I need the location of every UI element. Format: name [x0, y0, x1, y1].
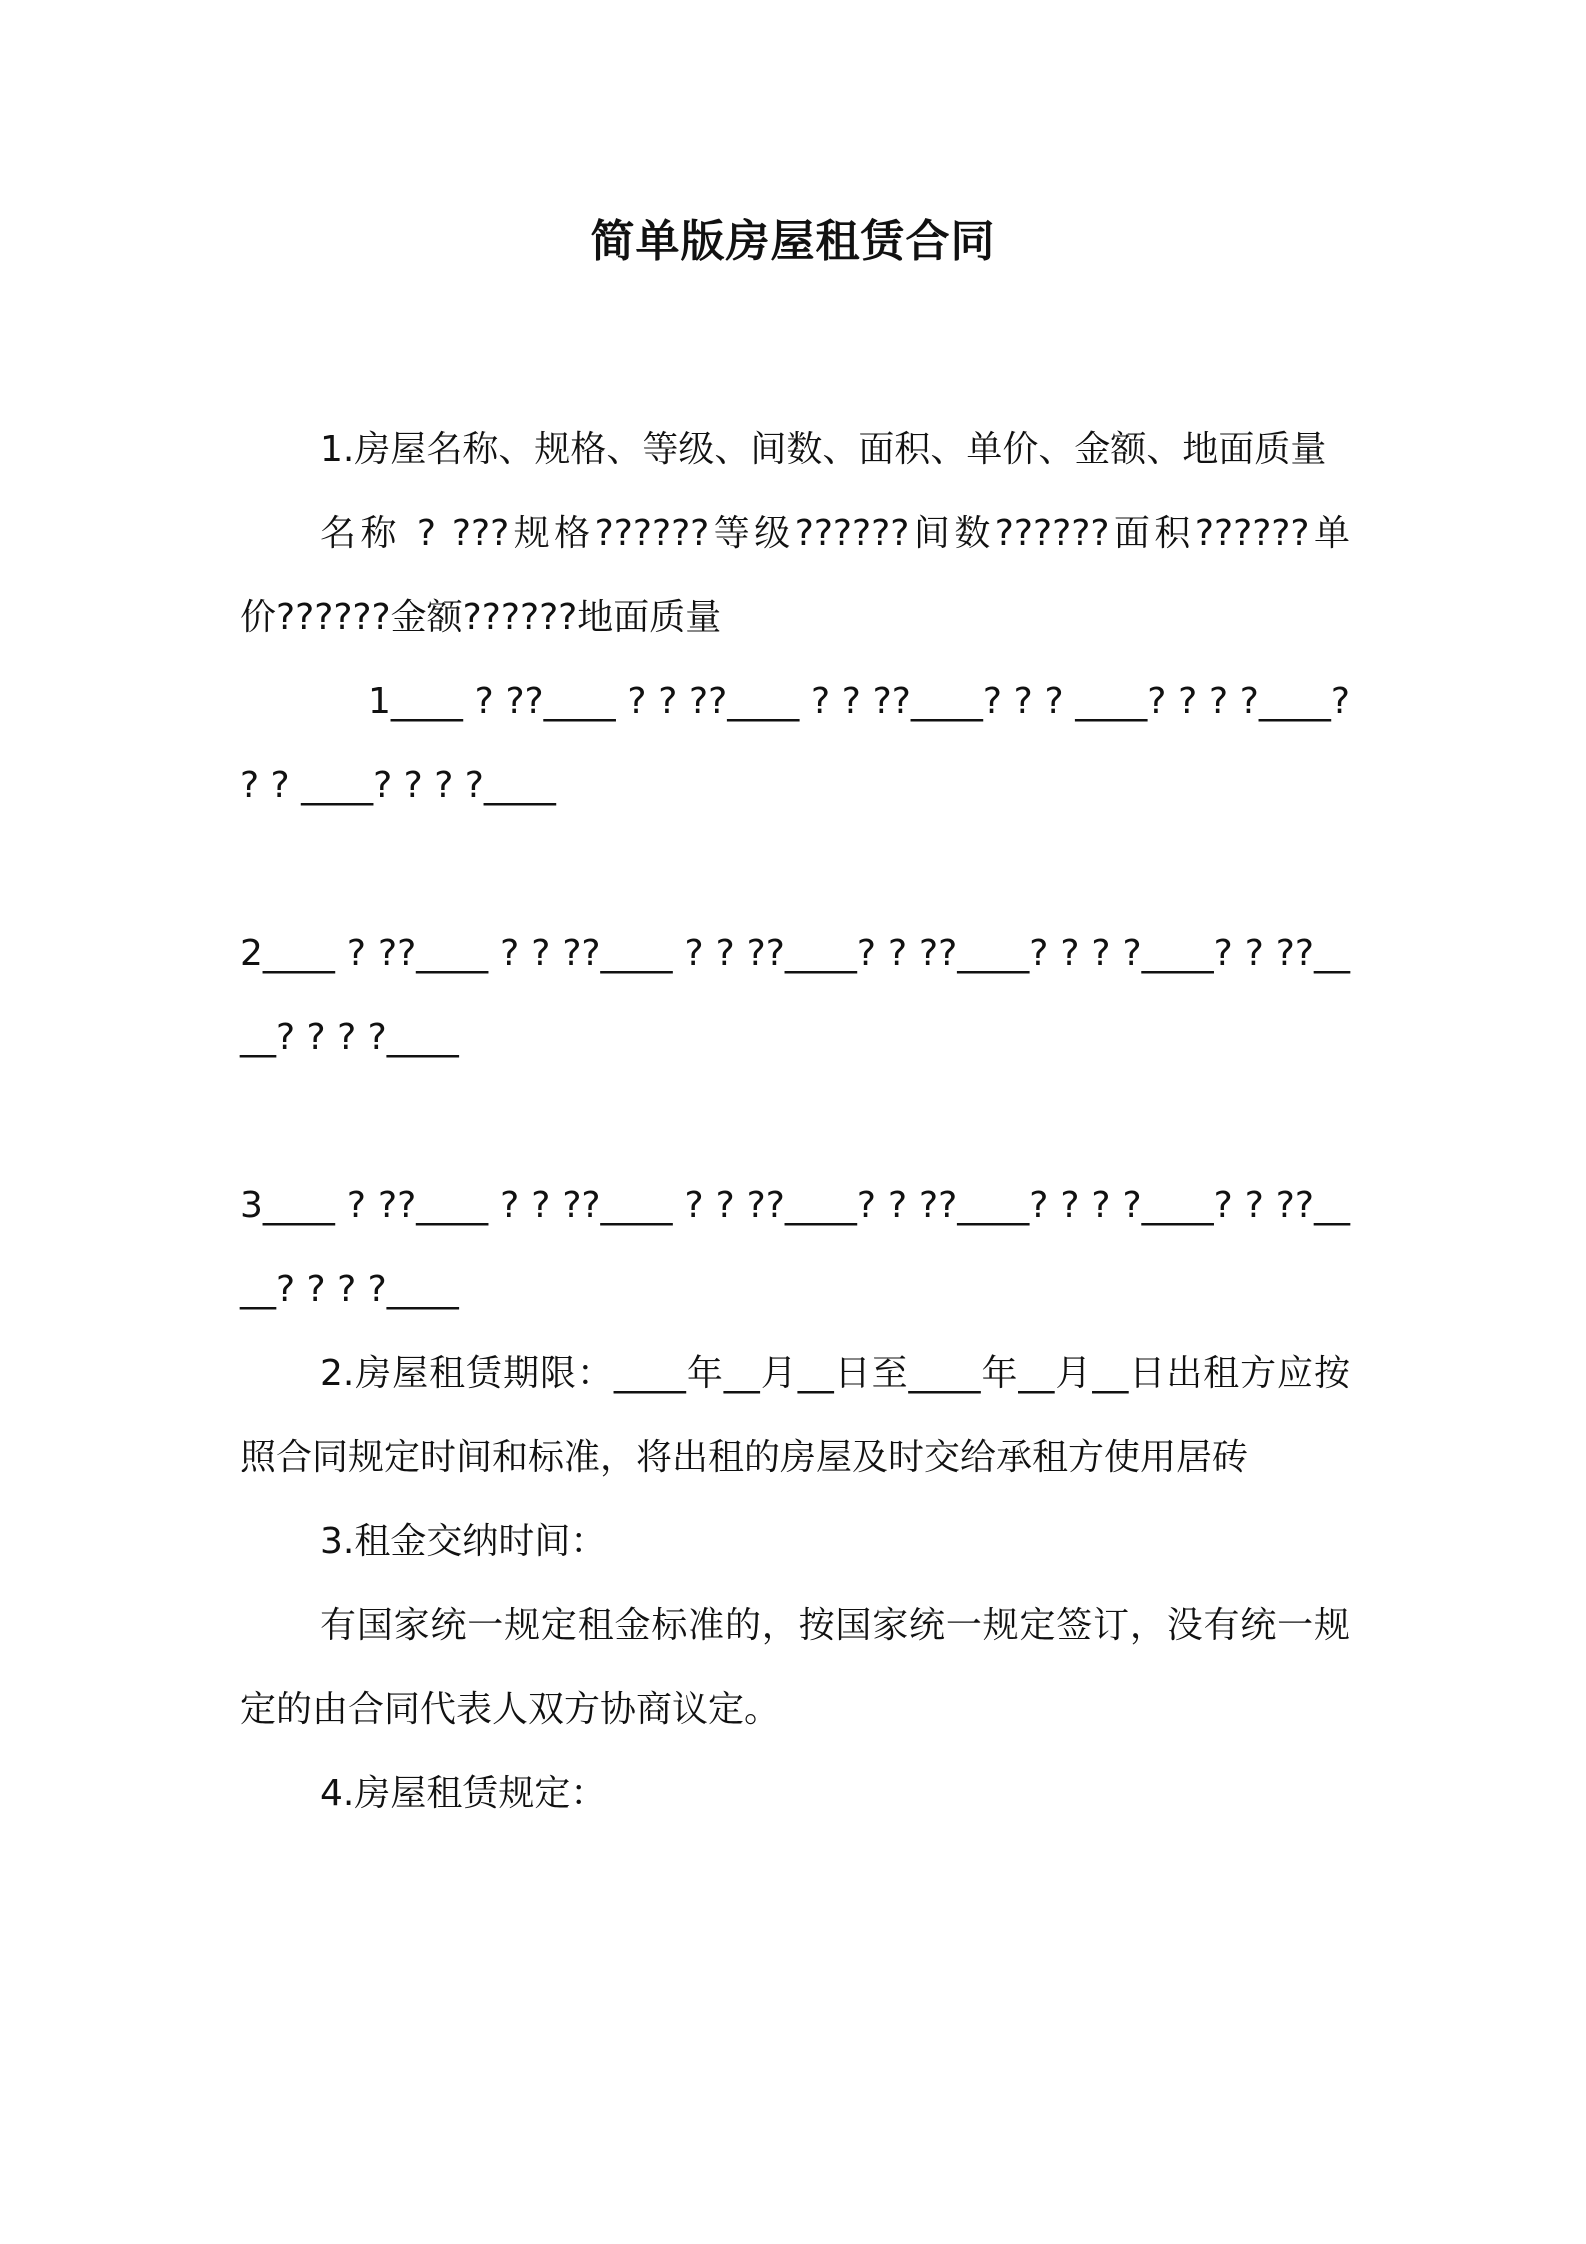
- section1-heading: 1.房屋名称、规格、等级、间数、面积、单价、金额、地面质量: [320, 429, 1327, 470]
- spacer: [240, 1080, 1350, 1164]
- document-body: [240, 408, 1350, 1836]
- table-row-3: 3____ ? ??____ ? ? ??____ ? ? ??____? ? ??____? ? ? ?____? ? ??____? ? ? ?____: [240, 1185, 1350, 1310]
- table-row-1: 1____ ? ??____ ? ? ??____ ? ? ??____? ? ? ____? ? ? ?____? ? ? ____? ? ? ?____: [240, 681, 1350, 806]
- section3-paragraph: 有国家统一规定租金标准的，按国家统一规定签订，没有统一规定的由合同代表人双方协商议定。: [240, 1605, 1350, 1730]
- table-row-2: 2____ ? ??____ ? ? ??____ ? ? ??____? ? ??____? ? ? ?____? ? ??____? ? ? ?____: [240, 933, 1350, 1058]
- spacer: [240, 828, 1350, 912]
- section2-paragraph: 2.房屋租赁期限：____年__月__日至____年__月__日出租方应按照合同规定时间和标准，将出租的房屋及时交给承租方使用居砖: [240, 1353, 1350, 1478]
- document-title: 简单版房屋租赁合同: [590, 216, 996, 267]
- section4-heading: 4.房屋租赁规定：: [320, 1773, 607, 1814]
- section3-heading: 3.租金交纳时间：: [320, 1521, 607, 1562]
- section1-fields: 名称 ? ???规格??????等级??????间数??????面积??????单价??????金额??????地面质量: [240, 513, 1350, 638]
